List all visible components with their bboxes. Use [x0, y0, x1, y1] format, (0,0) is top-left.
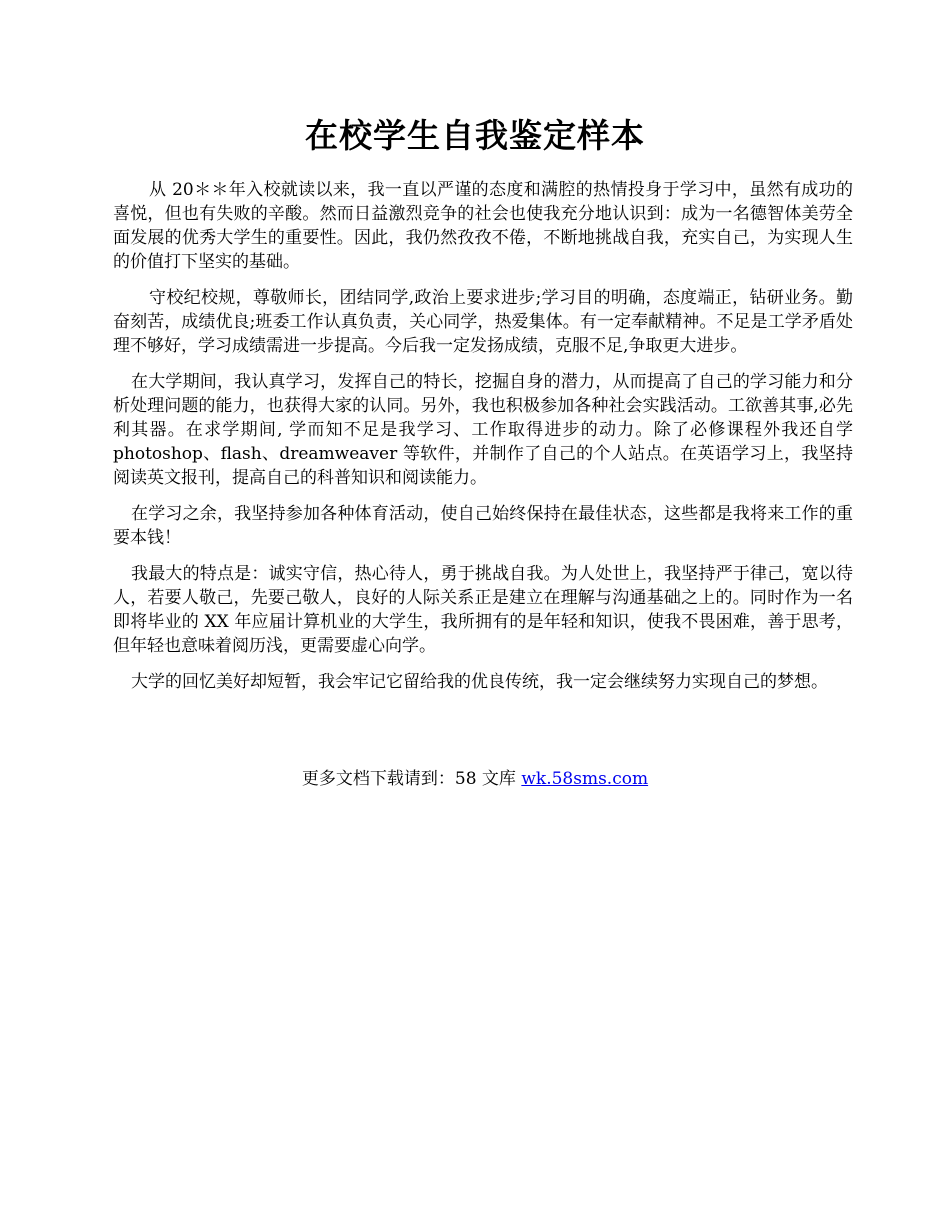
footer-text: 更多文档下载请到：58 文库 [301, 769, 522, 789]
paragraph-intro: 从 20＊＊年入校就读以来，我一直以严谨的态度和满腔的热情投身于学习中，虽然有成功的喜悦，但也有失败的辛酸。然而日益激烈竞争的社会也使我充分地认识到：成为一名德智体美劳全面发展的优秀大学生的重要性。因此，我仍然孜孜不倦，不断地挑战自我，充实自己，为实现人生的价值打下坚实的基础。 [113, 180, 853, 272]
document-footer [0, 767, 950, 791]
paragraph-sports: 在学习之余，我坚持参加各种体育活动，使自己始终保持在最佳状态，这些都是我将来工作的重要本钱！ [113, 504, 853, 548]
document-title: 在校学生自我鉴定样本 [305, 116, 645, 155]
footer-link[interactable]: wk.58sms.com [521, 769, 649, 789]
document-body [113, 178, 853, 706]
paragraph-study: 在大学期间，我认真学习，发挥自己的特长，挖掘自身的潜力，从而提高了自己的学习能力和分析处理问题的能力，也获得大家的认同。另外，我也积极参加各种社会实践活动。工欲善其事,必先利其器。在求学期间, 学而知不足是我学习、工作取得进步的动力。除了必修课程外我还自学 photoshop、flash、dreamweaver 等软件，并制作了自己的个人站点。在英语学习上，我坚持阅读英文报刊，提高自己的科普知识和阅读能力。 [113, 372, 853, 488]
paragraph-character: 我最大的特点是：诚实守信，热心待人，勇于挑战自我。为人处世上，我坚持严于律己，宽以待人，若要人敬己，先要己敬人，良好的人际关系正是建立在理解与沟通基础之上的。同时作为一名即将毕业的 XX 年应届计算机业的大学生，我所拥有的是年轻和知识，使我不畏困难，善于思考，但年轻也意味着阅历浅，更需要虚心向学。 [113, 564, 853, 656]
paragraph-conclusion: 大学的回忆美好却短暂，我会牢记它留给我的优良传统，我一定会继续努力实现自己的梦想。 [131, 672, 828, 692]
paragraph-conduct: 守校纪校规，尊敬师长，团结同学,政治上要求进步;学习目的明确，态度端正，钻研业务。勤奋刻苦，成绩优良;班委工作认真负责，关心同学，热爱集体。有一定奉献精神。不足是工学矛盾处理不够好，学习成绩需进一步提高。今后我一定发扬成绩，克服不足,争取更大进步。 [113, 288, 853, 356]
